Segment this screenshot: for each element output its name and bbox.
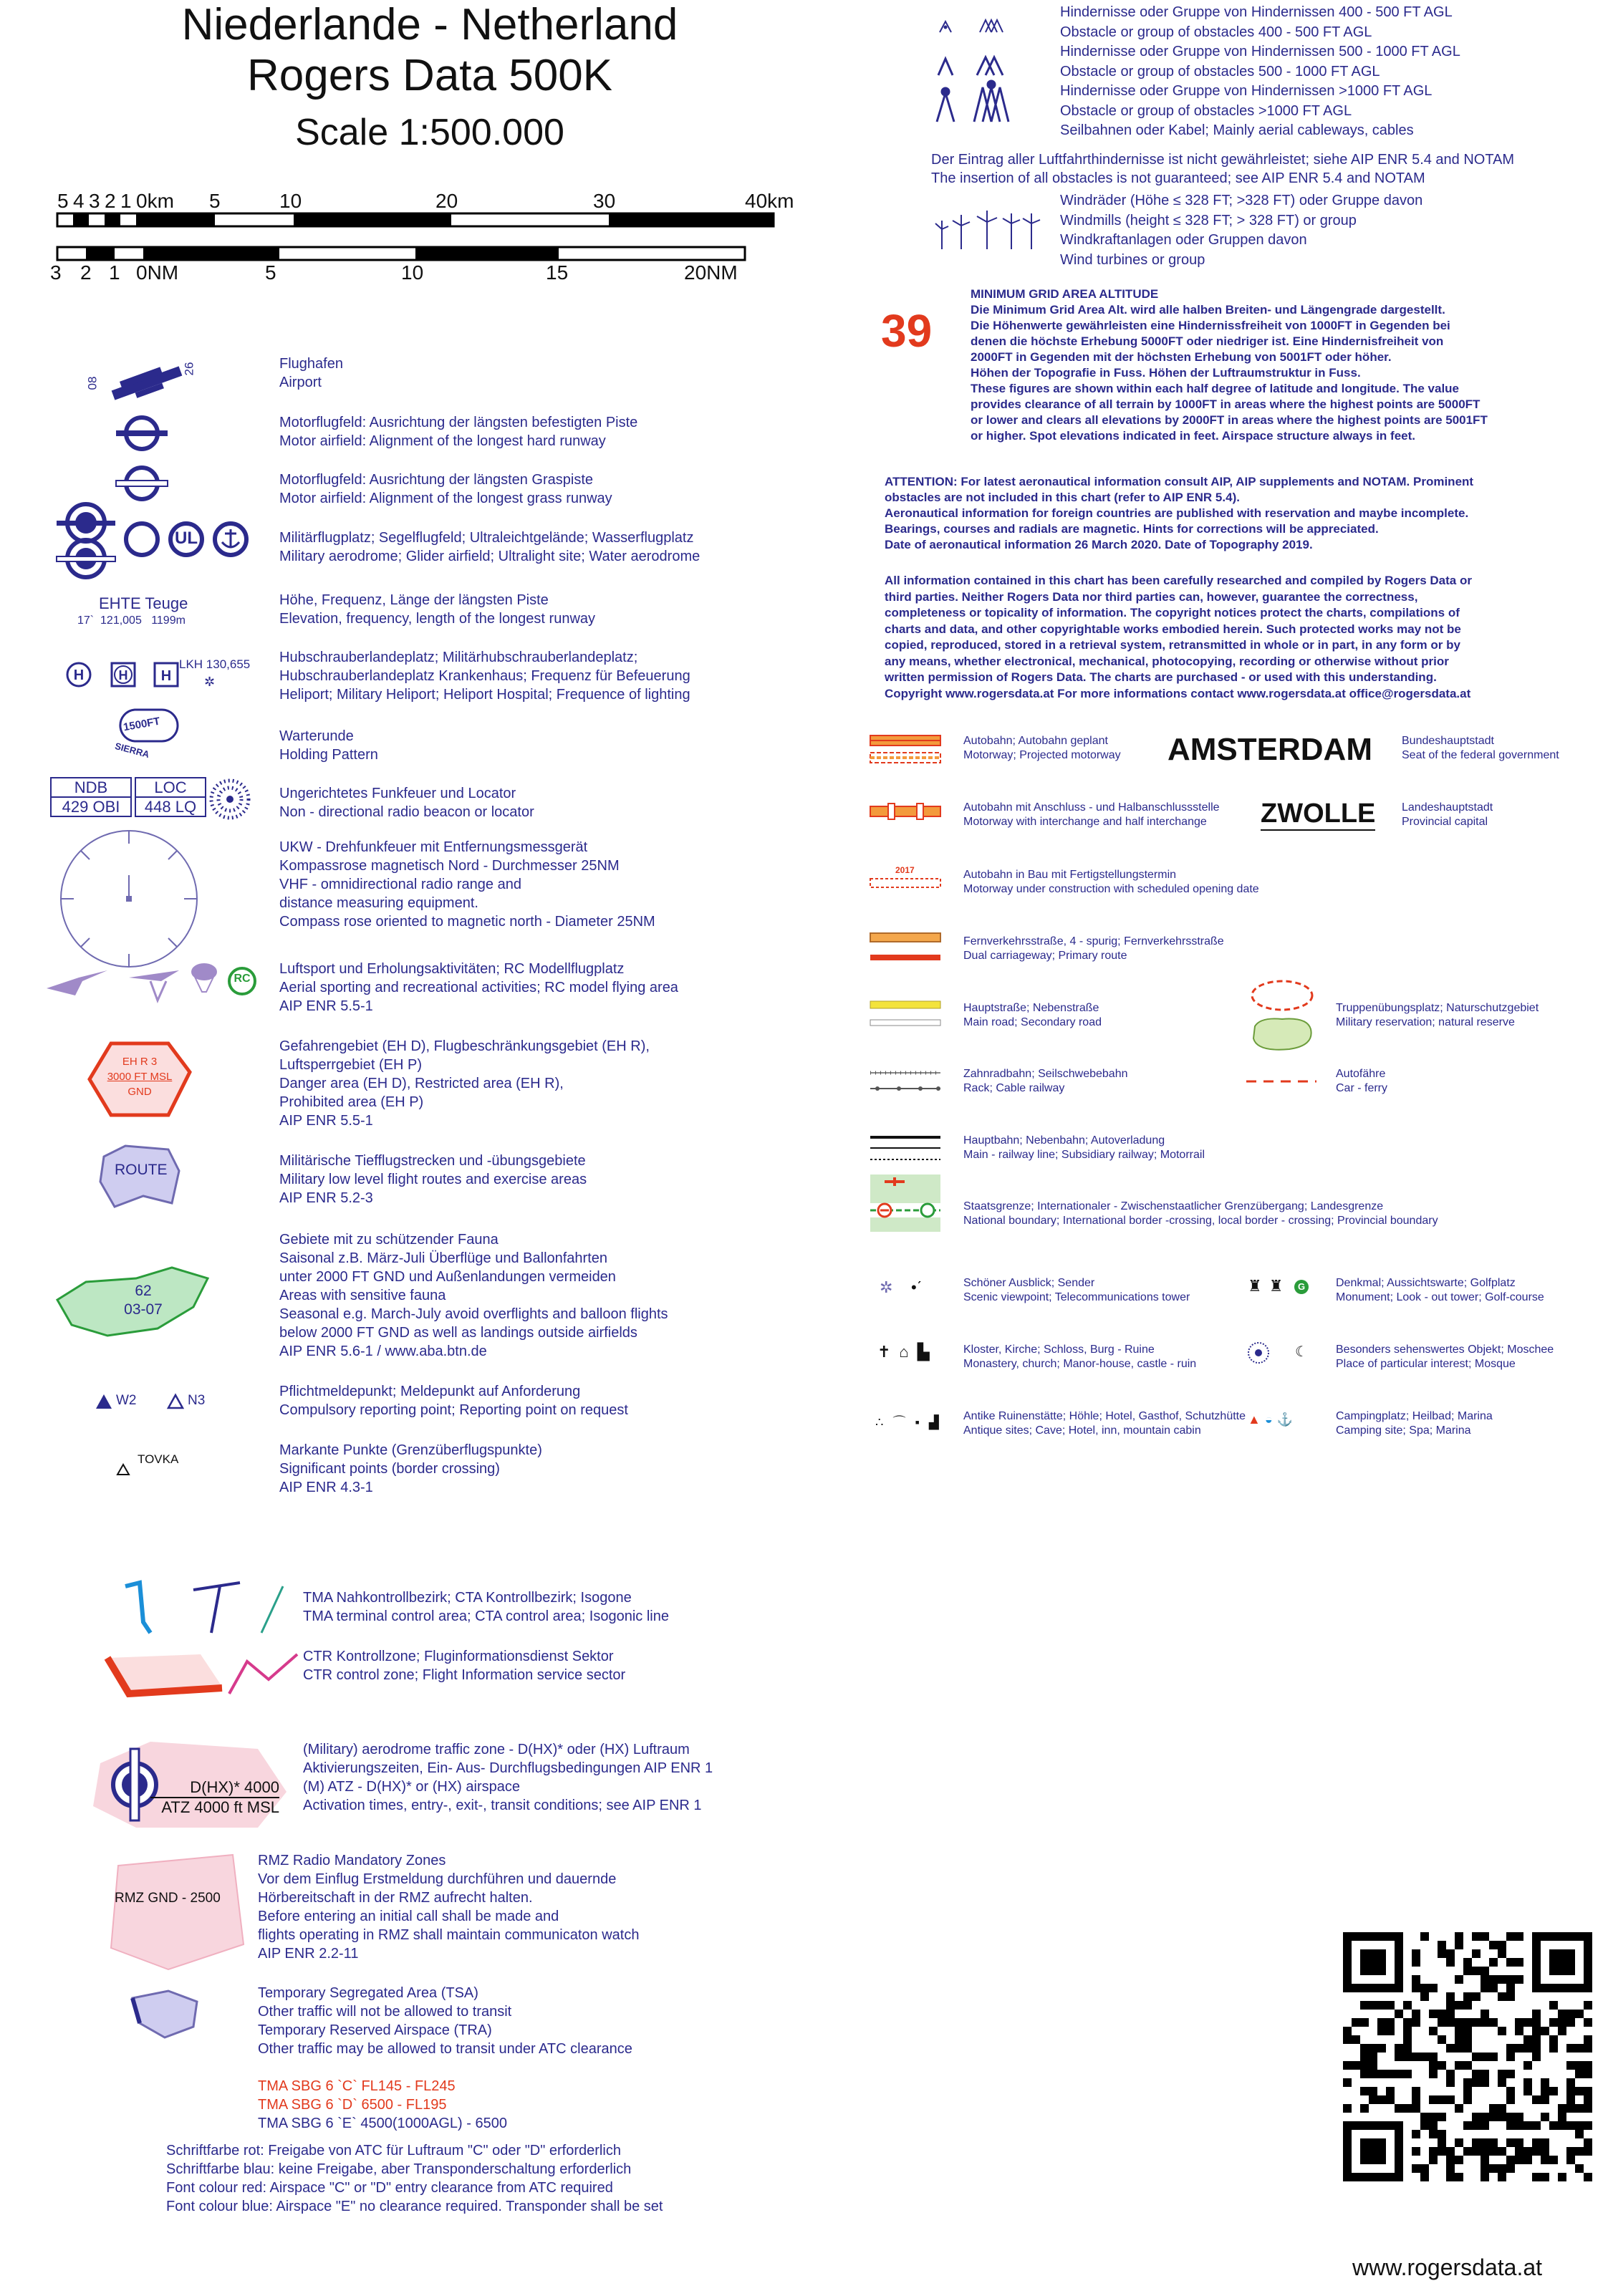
main-road-icon <box>870 1001 942 1030</box>
military-reservation-icon <box>1246 978 1318 1056</box>
rmz-label: RMZ GND - 2500 <box>115 1891 221 1906</box>
km-tick-label: 0km <box>136 190 174 212</box>
km-tick-label: 20 <box>435 190 458 212</box>
military-aerodrome-icon <box>54 501 118 580</box>
request-reporting-label: N3 <box>188 1393 206 1408</box>
km-tick-label: 10 <box>279 190 302 212</box>
windmill-icons <box>931 208 1046 251</box>
mga-number: 39 <box>881 305 933 357</box>
km-tick-label: 30 <box>593 190 616 212</box>
holding-name-label: SIERRA <box>113 740 151 761</box>
main-road-text: Hauptstraße; Nebenstraße Main road; Secondary road <box>963 1002 1102 1028</box>
construction-year: 2017 <box>895 865 915 875</box>
elevation-text: Höhe, Frequenz, Länge der längsten Piste Elevation, frequency, length of the longest runway <box>279 592 596 627</box>
svg-text:H: H <box>160 668 172 684</box>
railway-icon <box>870 1134 942 1164</box>
holding-text: Warterunde Holding Pattern <box>279 728 378 763</box>
heliport-text: Hubschrauberlandeplatz; Militärhubschrauberlandeplatz; Hubschrauberlandeplatz Krankenhaus; Frequenz für Befeuerung Heliport; Military Heliport; Heliport Hospital; Frequence of lighting <box>279 650 690 703</box>
monastery-text: Kloster, Kirche; Schloss, Burg - Ruine Monastery, church; Manor-house, castle - ruin <box>963 1344 1197 1370</box>
capital-text: Bundeshauptstadt Seat of the federal government <box>1402 735 1559 761</box>
tsa-text: Temporary Segregated Area (TSA) Other traffic will not be allowed to transit Temporary Reserved Airspace (TRA) Other traffic may be allowed to transit under ATC clearance <box>258 1985 632 2057</box>
boundary-text: Staatsgrenze; Internationaler - Zwischenstaatlicher Grenzübergang; Landesgrenze National boundary; International border -crossing, local border - crossing; Provincial boundary <box>963 1200 1438 1227</box>
ul-label: UL <box>175 529 198 548</box>
nm-tick-label: 3 <box>50 261 62 284</box>
tma-text: TMA Nahkontrollbezirk; CTA Kontrollbezirk; Isogone TMA terminal control area; CTA control area; Isogonic line <box>303 1590 669 1624</box>
km-tick-label: 2 <box>105 190 116 212</box>
monument-text: Denkmal; Aussichtswarte; Golfplatz Monument; Look - out tower; Golf-course <box>1336 1277 1544 1303</box>
loc-box <box>135 777 206 817</box>
cta-boundary-icon <box>190 1579 247 1636</box>
title-line1: Niederlande - Netherland <box>181 0 678 49</box>
car-ferry-icon <box>1246 1078 1318 1085</box>
km-tick-label: 40km <box>745 190 794 212</box>
dual-text: Fernverkehrsstraße, 4 - spurig; Fernverkehrsstraße Dual carriageway; Primary route <box>963 935 1224 962</box>
significant-text: Markante Punkte (Grenzüberflugspunkte) Significant points (border crossing) AIP ENR 4.3-1 <box>279 1442 542 1495</box>
route-label: ROUTE <box>115 1162 168 1178</box>
rack-text: Zahnradbahn; Seilschwebebahn Rack; Cable railway <box>963 1068 1128 1094</box>
interchange-text: Autobahn mit Anschluss - und Halbanschlussstelle Motorway with interchange and half interchange <box>963 801 1220 828</box>
military-text: Militärflugplatz; Segelflugfeld; Ultraleichtgelände; Wasserflugplatz Military aerodrome; Glider airfield; Ultralight site; Water aerodrome <box>279 530 701 564</box>
holding-altitude-label: 1500FT <box>122 715 161 734</box>
monastery-castle-icons: ✝⌂▙ <box>877 1343 938 1361</box>
significant-point-icon <box>116 1463 130 1476</box>
atz-text: (Military) aerodrome traffic zone - D(HX)* oder (HX) Luftraum Aktivierungszeiten, Ein- Aus- Durchflugsbedingungen AIP ENR 1 (M) ATZ - D(HX)* or (HX) airspace Activation times, entry-, exit-, transit conditions; see AIP ENR 1 <box>303 1742 713 1813</box>
antique-text: Antike Ruinenstätte; Höhle; Hotel, Gasthof, Schutzhütte Antique sites; Cave; Hotel, inn, mountain cabin <box>963 1410 1246 1437</box>
isogonic-line-icon <box>254 1583 290 1640</box>
construction-text: Autobahn in Bau mit Fertigstellungstermin Motorway under construction with scheduled opening date <box>963 869 1259 895</box>
motorway-text: Autobahn; Autobahn geplant Motorway; Projected motorway <box>963 735 1121 761</box>
construction-icon <box>870 877 942 890</box>
grass-runway-airfield-icon <box>113 462 170 505</box>
heliport-frequency: LKH 130,655 <box>179 657 251 671</box>
capital-name: AMSTERDAM <box>1168 732 1372 767</box>
tma-sbg-red-2: TMA SBG 6 `D` 6500 - FL195 <box>258 2097 447 2113</box>
attention-text: ATTENTION: For latest aeronautical information consult AIP, AIP supplements and NOTAM. Prominent obstacles are not included in this chart (refer to AIP ENR 5.4). Aeronautical information for foreign countries are published with reservation and maybe incomplete. Bearings, courses and radials are magnetic. Hints for corrections will be appreciated. Date of aeronautical information 26 March 2020. Date of Topography 2019. <box>885 475 1474 551</box>
website-label: www.rogersdata.at <box>1352 2254 1543 2280</box>
font-colours-text: Schriftfarbe rot: Freigabe von ATC für Luftraum "C" oder "D" erforderlich Schriftfarbe blau: keine Freigabe, aber Transponderschaltung erforderlich Font colour red: Airspace "C" or "D" entry clearance from ATC required Font colour blue: Airspace "E" no clearance required. Transponder shall be set <box>166 2143 663 2214</box>
nm-tick-label: 1 <box>109 261 120 284</box>
golf-course-icon: G <box>1294 1280 1309 1294</box>
km-tick-label: 4 <box>73 190 85 212</box>
interchange-icon <box>870 804 942 819</box>
danger-area-lower: GND <box>127 1086 152 1098</box>
nm-tick-label: 2 <box>80 261 92 284</box>
airport-text: Flughafen Airport <box>279 356 343 390</box>
loc-title: LOC <box>136 778 205 798</box>
windmills-text: Windräder (Höhe ≤ 328 FT; >328 FT) oder Gruppe davon Windmills (height ≤ 328 FT; > 328 FT) or group Windkraftanlagen oder Gruppen davon Wind turbines or group <box>1060 193 1423 268</box>
obstacles-text: Hindernisse oder Gruppe von Hindernissen 400 - 500 FT AGL Obstacle or group of obstacles 400 - 500 FT AGL Hindernisse oder Gruppe von Hindernissen 500 - 1000 FT AGL Obstacle or group of obstacles 500 - 1000 FT AGL Hindernisse oder Gruppe von Hindernissen >1000 FT AGL Obstacle or group of obstacles >1000 FT AGL Seilbahnen oder Kabel; Mainly aerial cableways, cables <box>1060 4 1460 138</box>
danger-area-label <box>100 1054 179 1099</box>
military-heliport-icon <box>107 659 139 690</box>
svg-text:H: H <box>118 668 128 682</box>
nm-tick-label: 5 <box>265 261 276 284</box>
hard-runway-text: Motorflugfeld: Ausrichtung der längsten befestigten Piste Motor airfield: Alignment of the longest hard runway <box>279 415 638 449</box>
camping-spa-marina-icons: ▲◒⚓ <box>1248 1412 1298 1427</box>
obstacle-note-text: Der Eintrag aller Luftfahrthindernisse ist nicht gewährleistet; siehe AIP ENR 5.4 and NOTAM The insertion of all obstacles is not guaranteed; see AIP ENR 5.4 and NOTAM <box>931 152 1515 186</box>
sports-text: Luftsport und Erholungsaktivitäten; RC Modellflugplatz Aerial sporting and recreational activities; RC model flying area AIP ENR 5.5-1 <box>279 961 678 1014</box>
scale-label: Scale 1:500.000 <box>295 112 564 153</box>
hospital-heliport-icon <box>150 659 182 690</box>
military-routes-text: Militärische Tiefflugstrecken und -übungsgebiete Military low level flight routes and exercise areas AIP ENR 5.2-3 <box>279 1153 587 1206</box>
nm-tick-label: 20NM <box>684 261 738 284</box>
scenic-viewpoint-icon: ✲ <box>880 1278 893 1296</box>
fauna-area-number: 62 <box>135 1283 152 1299</box>
antique-cave-hotel-icons: ∴ ⌒ ▪ ▟ <box>875 1415 942 1429</box>
km-tick-label: 5 <box>209 190 221 212</box>
compulsory-reporting-icon <box>95 1393 113 1410</box>
ndb-value: 429 OBI <box>62 798 120 816</box>
heliport-icon <box>63 659 95 690</box>
elevation-sym-name: EHTE Teuge <box>99 594 188 612</box>
vor-text: UKW - Drehfunkfeuer mit Entfernungsmessgerät Kompassrose magnetisch Nord - Durchmesser 25NM VHF - omnidirectional radio range and distance measuring equipment. Compass rose oriented to magnetic north - Diameter 25NM <box>279 839 655 930</box>
mga-text: Die Minimum Grid Area Alt. wird alle halben Breiten- und Längengrade dargestellt. Die Höhenwerte gewährleisten eine Hindernissfreiheit von 1000FT in Gegenden bei denen die höchste Erhebung 5000FT oder niedriger ist. Eine Hindernisfreiheit von 2000FT in Gegenden mit der höchsten Erhebung von 5001FT oder höher. Höhen der Topografie in Fuss. Höhen der Luftraumstruktur in Fuss. These figures are shown within each half degree of latitude and longitude. The value provides clearance of all terrain by 1000FT in areas where the highest points are 5000FT or lower and clears all elevations by 2000FT in areas where the highest points are 5001FT or higher. Spot elevations indicated in feet. Airspace structure always in feet. <box>971 303 1488 443</box>
title-line2: Rogers Data 500K <box>246 51 613 100</box>
dual-carriageway-icon <box>870 933 942 963</box>
grass-runway-text: Motorflugfeld: Ausrichtung der längsten Graspiste Motor airfield: Alignment of the longest grass runway <box>279 472 612 506</box>
mga-title: MINIMUM GRID AREA ALTITUDE <box>971 287 1159 301</box>
vor-compass-rose-icon <box>54 824 204 974</box>
place-of-interest-icon <box>1246 1341 1271 1365</box>
provincial-text: Landeshauptstadt Provincial capital <box>1402 801 1493 828</box>
fauna-text: Gebiete mit zu schützender Fauna Saisonal z.B. März-Juli Überflüge und Ballonfahrten unter 2000 FT GND und Außenlandungen vermeiden Areas with sensitive fauna Seasonal e.g. March-July avoid overflights and balloon flights below 2000 FT GND as well as landings outside airfields AIP ENR 5.6-1 / www.aba.btn.de <box>279 1232 668 1359</box>
nm-tick-label: 15 <box>546 261 569 284</box>
camping-text: Campingplatz; Heilbad; Marina Camping site; Spa; Marina <box>1336 1410 1493 1437</box>
ndb-text: Ungerichtetes Funkfeuer und Locator Non - directional radio beacon or locator <box>279 786 534 820</box>
tma-boundary-icon <box>122 1579 165 1636</box>
provincial-name: ZWOLLE <box>1261 799 1375 831</box>
boundary-icon <box>870 1174 942 1232</box>
fis-sector-icon <box>226 1647 304 1697</box>
interest-text: Besonders sehenswertes Objekt; Moschee Place of particular interest; Mosque <box>1336 1344 1554 1370</box>
nm-tick-label: 10 <box>401 261 424 284</box>
atz-label-line1: D(HX)* 4000 <box>190 1778 279 1796</box>
rc-label: RC <box>234 973 251 985</box>
monument-tower-icons: ♜♜ <box>1248 1277 1291 1295</box>
atz-label-line2: ATZ 4000 ft MSL <box>150 1797 279 1817</box>
obstacle-icons <box>931 7 1024 136</box>
copyright-text: All information contained in this chart has been carefully researched and compiled by Rogers Data or third parties. Neither Rogers Data nor third parties can, however, guarantee the correctness, completeness or topicality of information. The copyright notices protect the charts, compilations of charts and data, and other copyrightable works embodied herein. Such protected works may not be copied, reproduced, stored in a retrieval system, retransmitted in whole or in part, in any form or by any means, whether electronical, mechanical, photocopying, recording or otherwise without prior written permission of Rogers Data. The charts are purchased - or used with this understanding. Copyright www.rogersdata.at For more informations contact www.rogersdata.at office@rogersdata.at <box>885 574 1472 700</box>
atz-label <box>150 1778 279 1817</box>
fauna-area-period: 03-07 <box>124 1301 163 1318</box>
mosque-icon: ☾ <box>1295 1344 1308 1360</box>
tma-sbg-red-1: TMA SBG 6 `C` FL145 - FL245 <box>258 2078 456 2094</box>
scenic-text: Schöner Ausblick; Sender Scenic viewpoint; Telecommunications tower <box>963 1277 1190 1303</box>
loc-value: 448 LQ <box>144 798 197 816</box>
telecom-tower-icon: •ˊ <box>911 1278 923 1296</box>
military-reservation-text: Truppenübungsplatz; Naturschutzgebiet Military reservation; natural reserve <box>1336 1002 1539 1028</box>
qr-code-icon <box>1343 1932 1594 2183</box>
glider-airfield-icon <box>122 519 162 559</box>
tsa-area-icon <box>125 1987 204 2041</box>
ndb-dotted-icon <box>208 777 252 821</box>
lighting-icon: ✲ <box>204 675 216 689</box>
danger-text: Gefahrengebiet (EH D), Flugbeschränkungsgebiet (EH R), Luftsperrgebiet (EH P) Danger area (EH D), Restricted area (EH R), Prohibited area (EH P) AIP ENR 5.5-1 <box>279 1038 650 1129</box>
water-aerodrome-icon <box>211 519 251 559</box>
svg-text:H: H <box>73 667 85 683</box>
request-reporting-icon <box>166 1393 185 1410</box>
hard-runway-airfield-icon <box>113 412 170 455</box>
ndb-title: NDB <box>52 778 130 798</box>
rmz-text: RMZ Radio Mandatory Zones Vor dem Einflug Erstmeldung durchführen und dauernde Hörbereitschaft in der RMZ aufrecht halten. Before entering an initial call shall be made and flights operating in RMZ shall maintain communicaton watch AIP ENR 2.2-11 <box>258 1853 640 1962</box>
railway-text: Hauptbahn; Nebenbahn; Autoverladung Main - railway line; Subsidiary railway; Motorrail <box>963 1134 1205 1161</box>
airport-runway-label: 26 <box>182 362 196 376</box>
tma-sbg-blue: TMA SBG 6 `E` 4500(1000AGL) - 6500 <box>258 2116 507 2131</box>
elevation-sym-values: 17` 121,005 1199m <box>77 614 186 627</box>
km-tick-label: 5 <box>57 190 69 212</box>
km-tick-label: 3 <box>89 190 100 212</box>
airport-runway-label: 08 <box>85 376 100 390</box>
ferry-text: Autofähre Car - ferry <box>1336 1068 1387 1094</box>
ctr-text: CTR Kontrollzone; Fluginformationsdienst Sektor CTR control zone; Flight Information service sector <box>303 1649 626 1683</box>
page-title <box>93 0 766 163</box>
nm-tick-label: 0NM <box>136 261 179 284</box>
ctr-zone-icon <box>100 1644 229 1701</box>
rmz-zone-icon <box>104 1851 247 1973</box>
significant-point-label: TOVKA <box>138 1452 179 1466</box>
compulsory-reporting-label: W2 <box>116 1393 137 1408</box>
ndb-box <box>50 777 132 817</box>
reporting-text: Pflichtmeldepunkt; Meldepunkt auf Anforderung Compulsory reporting point; Reporting point on request <box>279 1384 628 1418</box>
fauna-area-label <box>107 1282 179 1319</box>
rack-cable-railway-icon <box>870 1067 942 1096</box>
danger-area-name: EH R 3 <box>122 1056 158 1068</box>
km-tick-label: 1 <box>120 190 132 212</box>
danger-area-upper: 3000 FT MSL <box>107 1071 173 1083</box>
motorway-icon <box>870 735 942 766</box>
